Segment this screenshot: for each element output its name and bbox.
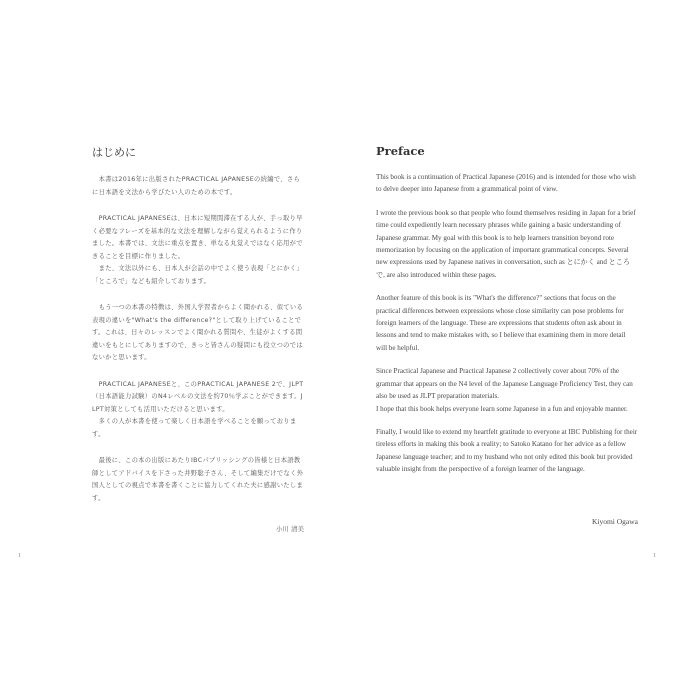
page-number: 1 [18, 553, 21, 559]
author-signature: 小川 清美 [275, 525, 304, 533]
japanese-body [92, 174, 304, 519]
page-title: Preface [376, 144, 425, 158]
paragraph: Since Practical Japanese and Practical Japanese 2 collectively cover about 70% of the grammar that appears on the N4 level of the Japanese Language Proficiency Test, they can also be used as JLPT preparation materials. I hope that this book helps everyone learn some Japanese in a fun and enjoyable manner. [376, 367, 633, 413]
right-page [340, 0, 679, 679]
paragraph: PRACTICAL JAPANESEと、このPRACTICAL JAPANESE 2で、JLPT（日本語能力試験）のN4レベルの文法を約70％学ぶことができます。JLPT対策としても活用いただけると思います。 多くの人が本書を使って楽しく日本語を学べることを願っております。 [92, 380, 304, 438]
left-page [0, 0, 339, 679]
page-number: 1 [653, 553, 656, 559]
paragraph: This book is a continuation of Practical Japanese (2016) and is intended for those who wish to delve deeper into Japanese from a grammatical point of view. [376, 173, 636, 194]
paragraph: PRACTICAL JAPANESEは、日本に短期間滞在する人が、手っ取り早く必要なフレーズを基本的な文法を理解しながら覚えられるように作りました。本書では、文法に重点を置き、単なる丸覚えではなく応用ができることを目標に作りました。 また、文法以外にも、日本人が会話の中でよく使う表現「とにかく」「ところで」なども紹介しております。 [92, 215, 304, 285]
paragraph: 最後に、この本の出版にあたりIBCパブリッシングの皆様と日本語教師としてアドバイスを下さった井野聡子さん、そして編集だけでなく外国人としての視点で本書を書くことに協力してくれた夫に感謝いたします。 [92, 457, 304, 502]
paragraph: I wrote the previous book so that people who found themselves residing in Japan for a brief time could expediently learn necessary phrases while gaining a basic understanding of Japanese grammar. My goal with this book is to help learners transition beyond rote memorization by focusing on the application of important grammatical concepts. Several new expressions used by Japanese natives in conversation, such as とにかく and ところで, are also introduced within these pages. [376, 208, 636, 279]
english-body [376, 171, 638, 487]
paragraph: 本書は2016年に出版されたPRACTICAL JAPANESEの続編で、さらに日本語を文法から学びたい人のための本です。 [92, 176, 301, 196]
paragraph: もう一つの本書の特徴は、外国人学習者からよく聞かれる、似ている表現の違いを"What's the difference?"として取り上げていることです。これは、日々のレッスンでよく聞かれる質問や、生徒がよくする間違いをもとにしてありますので、きっと皆さんの疑問にも役立つのではないかと思います。 [92, 304, 304, 361]
paragraph: Another feature of this book is its "What's the difference?" sections that focus on the practical differences between expressions whose close similarity can pose problems for foreign learners of the language. These are expressions that students often ask about in lessons and tend to make mistakes with, so I believe that examining them in more detail will be helpful. [376, 294, 626, 352]
author-signature: Kiyomi Ogawa [591, 517, 638, 526]
page-title: はじめに [92, 146, 136, 159]
paragraph: Finally, I would like to extend my heartfelt gratitude to everyone at IBC Publishing for their tireless efforts in making this book a reality; to Satoko Katano for her advice as a fellow Japanese language teacher; and to my husband who not only edited this book but provided valuable insight from the perspective of a foreign learner of the language. [376, 427, 638, 474]
